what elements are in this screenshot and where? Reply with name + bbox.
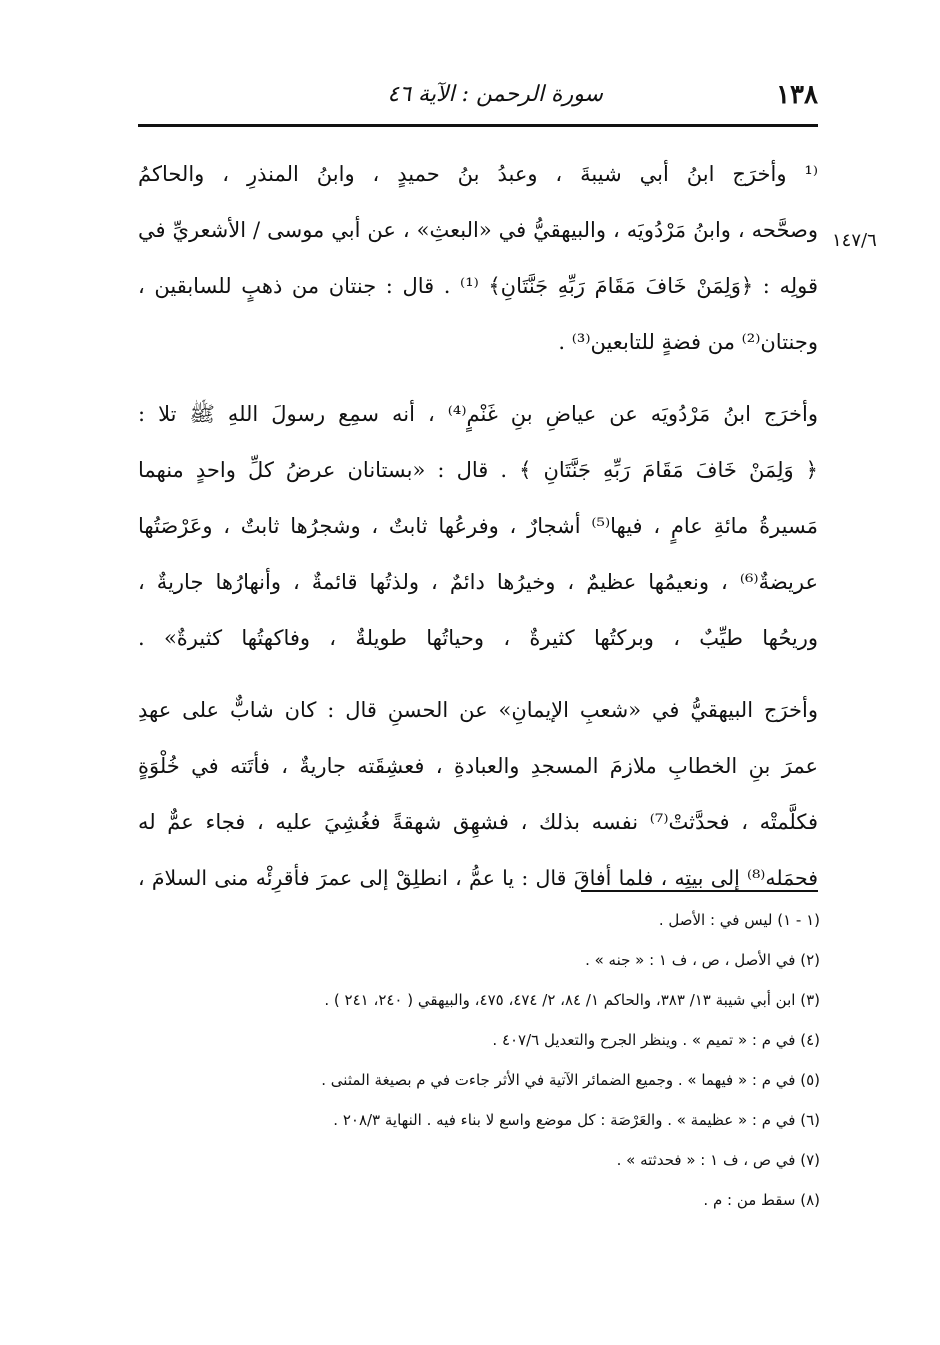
text-line: قولِه : ﴿وَلِمَنْ خَافَ مَقَامَ رَبِّهِ جَنَّتَانِ﴾ ⁽¹⁾ . قال : جنتان من ذهبٍ للسابقين ، [138, 274, 818, 298]
text-line: وأخرَج البيهقيُّ في «شعبِ الإيمانِ» عن الحسنِ قال : كان شابٌّ على عهدِ [138, 698, 818, 722]
text-line: ⁽¹ وأخرَج ابنُ أبي شيبةَ ، وعبدُ بنُ حميدٍ ، وابنُ المنذرِ ، والحاكمُ [138, 162, 818, 186]
paragraph-3 [138, 682, 818, 906]
main-text [138, 146, 818, 922]
text-line: وريحُها طيِّبٌ ، وبركتُها كثيرةٌ ، وحياتُها طويلةٌ ، وفاكهتُها كثيرةٌ» . [138, 626, 818, 650]
text-line: فحمَله⁽⁸⁾ إلى بيتِه ، فلما أفاقَ قال : يا عمُّ ، انطلِقْ إلى عمرَ فأقرِئْه منى السلامَ ، [138, 866, 818, 890]
text-line: وصحَّحه ، وابنُ مَرْدُويَه ، والبيهقيُّ في «البعثِ» ، عن أبي موسى / الأشعريِّ في [138, 218, 818, 242]
page-header [138, 78, 818, 114]
footnote: (٨) سقط من : م . [703, 1191, 820, 1209]
footnotes [138, 900, 820, 1220]
page-number: ١٣٨ [776, 80, 818, 110]
text-line: فكلَّمتْه ، فحدَّثتْ⁽⁷⁾ نفسه بذلك ، فشهِق شهقةً فغُشِيَ عليه ، فجاء عمٌّ له [138, 810, 818, 834]
footnote: (٧) في ص ، ف ١ : « فحدثته » . [616, 1151, 820, 1169]
text-line: مَسيرةُ مائةِ عامٍ ، فيها⁽⁵⁾ أشجارٌ ، وفرعُها ثابتٌ ، وشجرُها ثابتٌ ، وعَرْصَتُها [138, 514, 818, 538]
footnote: (٥) في م : « فيهما » . وجميع الضمائر الآتية في الأثر جاءت في م بصيغة المثنى . [321, 1071, 820, 1089]
text-line: عريضةٌ⁽⁶⁾ ، ونعيمُها عظيمٌ ، وخيرُها دائمٌ ، ولذتُها قائمةٌ ، وأنهارُها جاريةٌ ، [138, 570, 818, 594]
text-line: عمرَ بنِ الخطابِ ملازمَ المسجدِ والعبادةِ ، فعشِقَته جاريةٌ ، فأتَته في خُلْوَةٍ [138, 754, 818, 778]
text-line: وجنتان⁽²⁾ من فضةٍ للتابعين⁽³⁾ . [558, 330, 818, 354]
text-line: ﴿ وَلِمَنْ خَافَ مَقَامَ رَبِّهِ جَنَّتَانِ ﴾ . قال : «بستانان عرضُ كلِّ واحدٍ منهما [138, 458, 818, 482]
footnote: (٦) في م : « عظيمة » . والعَرْصَة : كل موضع واسع لا بناء فيه . النهاية ٢٠٨/٣ . [333, 1111, 820, 1129]
footnote: (٣) ابن أبي شيبة ١٣/ ٣٨٣، والحاكم ١/ ٨٤، ٢/ ٤٧٤، ٤٧٥، والبيهقي ( ٢٤٠، ٢٤١ ) . [324, 991, 820, 1009]
paragraph-1 [138, 146, 818, 370]
paragraph-2 [138, 386, 818, 666]
footnote: (٤) في م : « تميم » . وينظر الجرح والتعديل ٤٠٧/٦ . [492, 1031, 820, 1049]
running-title: سورة الرحمن : الآية ٤٦ [387, 82, 603, 107]
footnote: (٢) في الأصل ، ص ، ف ١ : « جنه » . [585, 951, 820, 969]
footnote: (١ - ١) ليس في : الأصل . [658, 911, 820, 929]
header-rule [138, 124, 818, 127]
footnote-separator [581, 890, 818, 892]
margin-reference: ١٤٧/٦ [832, 230, 877, 251]
text-line: وأخرَج ابنُ مَرْدُويَه عن عياضِ بنِ غَنْمٍ⁽⁴⁾ ، أنه سمِع رسولَ اللهِ ﷺ تلا : [138, 402, 818, 426]
